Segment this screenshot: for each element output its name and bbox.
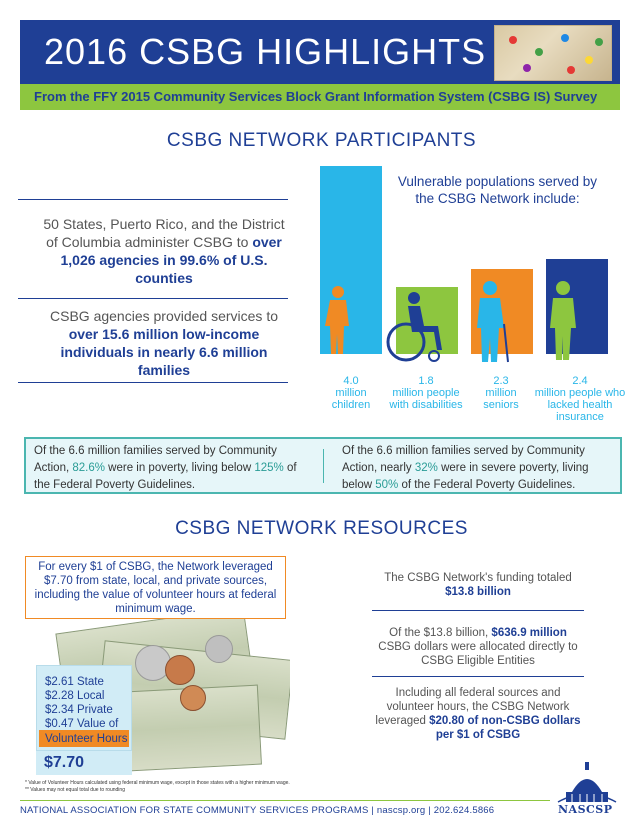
population-desc: million seniors [483,387,519,411]
footer-website[interactable]: nascsp.org [376,805,426,816]
resources-section-title: CSBG NETWORK RESOURCES [175,518,468,539]
source-private: $2.34 Private [45,704,113,716]
services-stat [40,307,288,379]
admin-stat [40,215,288,287]
leveraged-highlight: $20.80 of non-CSBG dollars per $1 of CSBG [429,715,581,741]
families-poverty-box [24,437,622,494]
population-value: 2.3 [493,375,509,387]
population-label-uninsured [533,375,627,423]
families-text: Of the 6.6 million families served by Community Action, nearly [342,445,585,474]
population-label-disabilities [386,375,466,411]
allocation-text: Of the $13.8 billion, [389,627,492,639]
subtitle-bar [20,84,620,110]
child-icon [322,284,354,356]
families-poverty-text [34,443,314,494]
population-desc: million people who lacked health insurance [534,387,626,423]
footer [20,805,494,816]
leverage-total: $7.70 [36,751,132,775]
population-desc: million people with disabilities [389,387,463,411]
source-local: $2.28 Local [45,690,105,702]
services-stat-text: CSBG agencies provided services to [50,308,278,324]
population-value: 1.8 [418,375,434,387]
footer-phone: 202.624.5866 [433,805,495,816]
allocation-text: CSBG dollars were allocated directly to CSBG Eligible Entities [378,641,578,667]
person-icon [548,280,578,362]
footer-org: NATIONAL ASSOCIATION FOR STATE COMMUNITY SERVICES PROGRAMS [20,805,369,816]
footer-separator: | [428,805,431,816]
footer-separator: | [371,805,375,816]
divider [18,382,288,383]
participants-section-title: CSBG NETWORK PARTICIPANTS [166,130,477,151]
funding-total [372,571,584,599]
families-text: were in severe poverty, living below [342,462,589,491]
funding-text: The CSBG Network's funding totaled [384,572,572,584]
leveraged-text: Including all federal sources and volunteer hours, the CSBG Network leveraged [375,687,570,727]
senior-icon [476,280,512,364]
funding-highlight: $13.8 billion [445,586,511,598]
families-text: were in poverty, living below [104,462,255,474]
wheelchair-icon [384,292,454,364]
families-text: of the Federal Poverty Guidelines. [34,462,297,491]
footer-divider [20,800,550,801]
divider [372,676,584,677]
divider [372,610,584,611]
divider [18,298,288,299]
source-volunteer: $0.47 Value of [45,718,119,730]
nascsp-logo-text: NASCSP [558,803,613,816]
admin-stat-text: 50 States, Puerto Rico, and the District of Columbia administer CSBG to [43,216,285,250]
footnote: ** Values may not equal total due to rounding [25,787,125,793]
subtitle: From the FFY 2015 Community Services Block Grant Information System (CSBG IS) Survey [34,89,598,104]
header-banner [20,20,620,84]
families-text: Of the 6.6 million families served by Community Action, [34,445,277,474]
population-value: 2.4 [572,375,588,387]
admin-stat-highlight: over 1,026 agencies in 99.6% of U.S. counties [60,234,282,286]
vulnerable-intro: Vulnerable populations served by the CSBG Network include: [397,174,598,206]
allocation-highlight: $636.9 million [491,627,567,639]
families-threshold: 50% [375,479,399,491]
divider [18,199,288,200]
leverage-callout: For every $1 of CSBG, the Network leveraged $7.70 from state, local, and private sources, including the value of volunteer hours at federal minimum wage. [25,556,286,619]
population-label-children [316,375,386,411]
volunteer-hours-label: Volunteer Hours [45,733,128,745]
population-desc: million children [331,387,371,411]
services-stat-highlight: over 15.6 million low-income individuals in nearly 6.6 million families [60,326,268,378]
page-title: 2016 CSBG HIGHLIGHTS [44,31,487,72]
divider [323,449,324,483]
map-pins-photo [494,25,612,81]
families-text: of the Federal Poverty Guidelines. [398,479,576,491]
families-pct: 82.6% [72,462,105,474]
source-state: $2.61 State [45,676,104,688]
csbg-allocation [372,626,584,668]
families-severe-poverty-text [342,443,612,494]
population-label-seniors [470,375,532,411]
population-value: 4.0 [343,375,359,387]
leverage-sources-box [36,665,132,751]
footnote: * Value of Volunteer Hours calculated using federal minimum wage, except in those states with a higher minimum wage. [25,780,290,786]
families-pct: 32% [414,462,438,474]
families-threshold: 125% [254,462,284,474]
non-csbg-leverage [372,686,584,742]
